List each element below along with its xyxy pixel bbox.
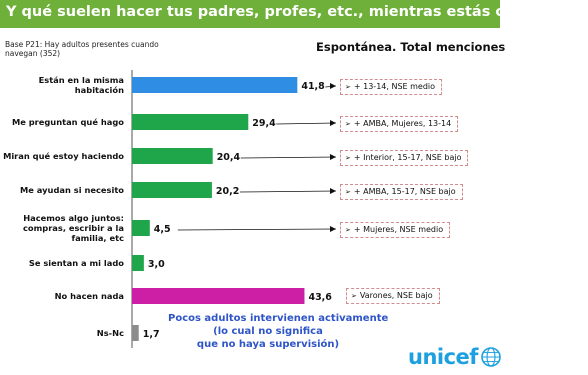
- bullet-arrow-icon: ➢: [345, 226, 351, 234]
- annotation-text: + AMBA, Mujeres, 13-14: [353, 119, 452, 128]
- bar-6: [132, 288, 304, 304]
- annotation-arrowhead-4: [330, 226, 336, 232]
- category-label-0: Están en la misma habitación: [38, 75, 124, 95]
- annotation-text: Varones, NSE bajo: [359, 291, 433, 300]
- annotation-arrow-1: [276, 123, 336, 124]
- chart-subtitle: Espontánea. Total menciones: [316, 40, 506, 54]
- value-label-3: 20,2: [215, 186, 240, 197]
- unicef-globe-icon: [480, 346, 502, 368]
- value-label-7: 1,7: [142, 329, 160, 340]
- bullet-arrow-icon: ➢: [351, 292, 357, 300]
- annotation-box-5: [346, 288, 440, 304]
- footnote-line-2: (lo cual no significa: [213, 326, 323, 337]
- annotation-arrow-2: [241, 157, 336, 158]
- annotation-arrowhead-3: [330, 188, 336, 194]
- logo-text: unicef: [408, 345, 478, 369]
- bar-5: [132, 255, 144, 271]
- bar-0: [132, 77, 297, 93]
- annotation-text: + Mujeres, NSE medio: [353, 225, 444, 234]
- annotation-arrow-3: [240, 191, 336, 192]
- bar-3: [132, 182, 212, 198]
- page-title: Y qué suelen hacer tus padres, profes, etc., mientras estás conectado?: [6, 4, 588, 20]
- annotation-arrowhead-1: [330, 120, 336, 126]
- bar-2: [132, 148, 213, 164]
- value-label-5: 3,0: [147, 259, 165, 270]
- value-label-6: 43,6: [308, 292, 332, 303]
- footnote: [168, 312, 389, 351]
- unicef-logo: [408, 343, 502, 371]
- bar-7: [132, 325, 139, 341]
- category-label-1: Me preguntan qué hago: [11, 117, 124, 127]
- bullet-arrow-icon: ➢: [345, 154, 351, 162]
- value-label-4: 4,5: [153, 224, 171, 235]
- category-label-7: Ns-Nc: [96, 328, 124, 338]
- bar-1: [132, 114, 248, 130]
- annotation-box-4: [340, 222, 450, 238]
- annotation-text: + AMBA, 15-17, NSE bajo: [353, 187, 456, 196]
- footnote-line-1: Pocos adultos intervienen activamente: [168, 313, 389, 324]
- bullet-arrow-icon: ➢: [345, 83, 351, 91]
- category-label-2: Miran qué estoy haciendo: [3, 151, 124, 161]
- bar-4: [132, 220, 150, 236]
- annotation-box-1: [340, 116, 458, 132]
- annotation-text: + 13-14, NSE medio: [353, 82, 436, 91]
- annotation-arrowhead-2: [330, 154, 336, 160]
- value-label-1: 29,4: [252, 118, 276, 129]
- value-label-0: 41,8: [301, 81, 325, 92]
- category-label-4: Hacemos algo juntos: compras, escribir a la familia, etc: [23, 213, 124, 243]
- value-label-2: 20,4: [216, 152, 241, 163]
- bullet-arrow-icon: ➢: [345, 120, 351, 128]
- category-label-6: No hacen nada: [54, 291, 124, 301]
- bullet-arrow-icon: ➢: [345, 188, 351, 196]
- base-note: Base P21: Hay adultos presentes cuando navegan (352): [5, 40, 159, 58]
- annotation-arrow-4: [178, 229, 336, 230]
- category-label-3: Me ayudan si necesito: [20, 185, 124, 195]
- annotation-box-2: [340, 150, 468, 166]
- footnote-line-3: que no haya supervisión): [196, 339, 340, 350]
- category-label-5: Se sientan a mi lado: [28, 258, 124, 268]
- annotation-arrowhead-0: [330, 83, 336, 89]
- annotation-box-3: [340, 184, 463, 200]
- annotation-box-0: [340, 79, 442, 95]
- annotation-text: + Interior, 15-17, NSE bajo: [353, 153, 462, 162]
